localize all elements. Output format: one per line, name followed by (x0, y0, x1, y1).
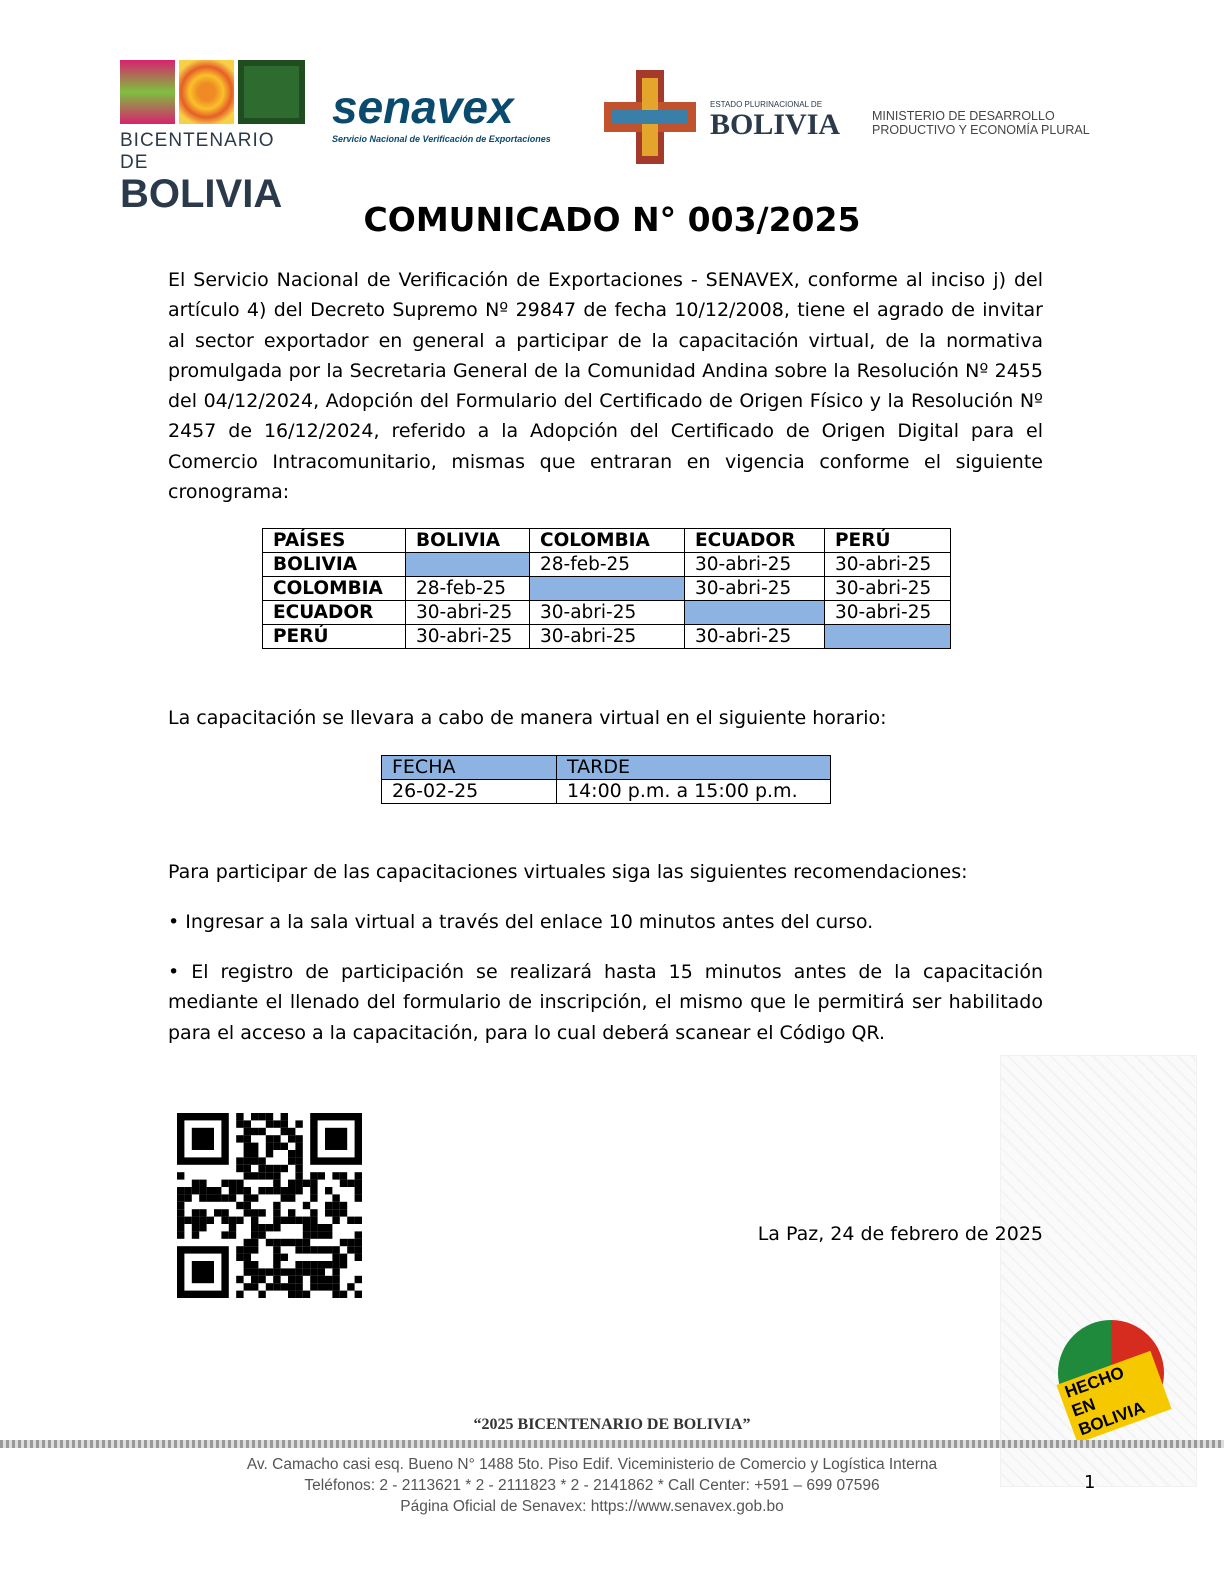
bullet-item: • Ingresar a la sala virtual a través del enlace 10 minutos antes del curso. (168, 911, 874, 933)
bicentenario-logo: BICENTENARIO DE BOLIVIA (120, 60, 305, 214)
training-intro: La capacitación se llevara a cabo de manera virtual en el siguiente horario: (168, 707, 887, 729)
document-page: BICENTENARIO DE BOLIVIA senavex Servicio Nacional de Verificación de Exportaciones ESTADO PLURINACIONAL DE BOLIVIA MINISTERIO DE DESARROLLO PRODUCTIVO Y ECONOMÍA PLURAL COMUNICADO N° 003/2025 El Servicio Nacional de Verificación de Exportaciones - SENAVEX, conforme al inciso j) del artículo 4) del Decreto Supremo Nº 29847 de fecha 10/12/2008, tiene el agrado de invitar al sector exportador en general a participar de la capacitación virtual, de la normativa promulgada por la Secretaria General de la Comunidad Andina sobre la Resolución Nº 2455 del 04/12/2024, Adopción del Formulario del Certificado de Origen Físico y la Resolución Nº 2457 de 16/12/2024, referido a la Adopción del Certificado de Origen Digital para el Comercio Intracomunitario, mismas que entraran en vigencia conforme el siguiente cronograma: PAÍSES BOLIVIA COLOMBIA ECUADOR PERÚ BOLIVIA 28-feb-25 30-abri-25 30-abri-25 COLOMBIA 28-feb-25 30-abri-25 30-abri-25 ECUADOR 30-abri-25 30-abri-25 30-abri-25 PERÚ 30-abri-25 30-abri-25 30-abri-25 La capacitación se llevara a cabo de manera virtual en el siguiente horario: FECHA TARDE 26-02-25 14:00 p.m. a 15:00 p.m. Para participar de las capacitaciones virtuales siga las siguientes recomendaciones: • Ingresar a la sala virtual a través del enlace 10 minutos antes del curso. • El registro de participación se realizará hasta 15 minutos antes de la capacitación mediante el llenado del formulario de inscripción, el mismo que le permitirá ser habilitado para el acceso a la capacitación, para lo cual deberá scanear el Código QR. La Paz, 24 de febrero de 2025 HECHO EN BOLIVIA “2025 BICENTENARIO DE BOLIVIA” Av. Camacho casi esq. Bueno N° 1488 5to. Piso Edif. Viceministerio de Comercio y Logística Interna Teléfonos: 2 - 2113621 * 2 - 2111823 * 2 - 2141862 * Call Center: +591 – 699 07596 Página Oficial de Senavex: https://www.senavex.gob.bo 1 (0, 0, 1224, 1584)
table-header-row: FECHA TARDE (382, 756, 831, 780)
qr-code[interactable] (177, 1113, 362, 1298)
table-header-row: PAÍSES BOLIVIA COLOMBIA ECUADOR PERÚ (263, 529, 951, 553)
intro-paragraph: El Servicio Nacional de Verificación de Exportaciones - SENAVEX, conforme al inciso j) del artículo 4) del Decreto Supremo Nº 29847 de fecha 10/12/2008, tiene el agrado de invitar al sector exportador en general a participar de la capacitación virtual, de la normativa promulgada por la Secretaria General de la Comunidad Andina sobre la Resolución Nº 2455 del 04/12/2024, Adopción del Formulario del Certificado de Origen Físico y la Resolución Nº 2457 de 16/12/2024, referido a la Adopción del Certificado de Origen Digital para el Comercio Intracomunitario, mismas que entraran en vigencia conforme el siguiente cronograma: (168, 269, 1043, 504)
table-row: PERÚ 30-abri-25 30-abri-25 30-abri-25 (263, 625, 951, 649)
table-row: BOLIVIA 28-feb-25 30-abri-25 30-abri-25 (263, 553, 951, 577)
senavex-logo: senavex Servicio Nacional de Verificación de Exportaciones (332, 81, 551, 144)
bullet-item: • El registro de participación se realizará hasta 15 minutos antes de la capacitación mediante el llenado del formulario de inscripción, el mismo que le permitirá ser habilitado para el acceso a la capacitación, para lo cual deberá scanear el Código QR. (168, 961, 1043, 1044)
place-date: La Paz, 24 de febrero de 2025 (757, 1223, 1043, 1245)
page-title: COMUNICADO N° 003/2025 (363, 200, 861, 239)
training-table (381, 755, 831, 804)
ministerio-label: MINISTERIO DE DESARROLLO PRODUCTIVO Y ECONOMÍA PLURAL (872, 109, 1090, 137)
hecho-en-bolivia-badge: HECHO EN BOLIVIA (1058, 1320, 1164, 1426)
table-row: ECUADOR 30-abri-25 30-abri-25 30-abri-25 (263, 601, 951, 625)
footer-website[interactable]: Página Oficial de Senavex: https://www.senavex.gob.bo (400, 1498, 784, 1515)
table-row: 26-02-25 14:00 p.m. a 15:00 p.m. (382, 780, 831, 804)
footer-divider (0, 1440, 1224, 1448)
chakana-icon (604, 70, 696, 164)
footer-motto: “2025 BICENTENARIO DE BOLIVIA” (473, 1416, 751, 1433)
footer-address: Av. Camacho casi esq. Bueno N° 1488 5to. Piso Edif. Viceministerio de Comercio y Logística Interna (246, 1456, 938, 1473)
footer-phones: Teléfonos: 2 - 2113621 * 2 - 2111823 * 2 - 2141862 * Call Center: +591 – 699 07596 (304, 1477, 880, 1494)
table-row: COLOMBIA 28-feb-25 30-abri-25 30-abri-25 (263, 577, 951, 601)
schedule-table (262, 528, 951, 649)
page-number: 1 (1084, 1472, 1096, 1493)
recommend-intro: Para participar de las capacitaciones virtuales siga las siguientes recomendaciones: (168, 861, 968, 883)
